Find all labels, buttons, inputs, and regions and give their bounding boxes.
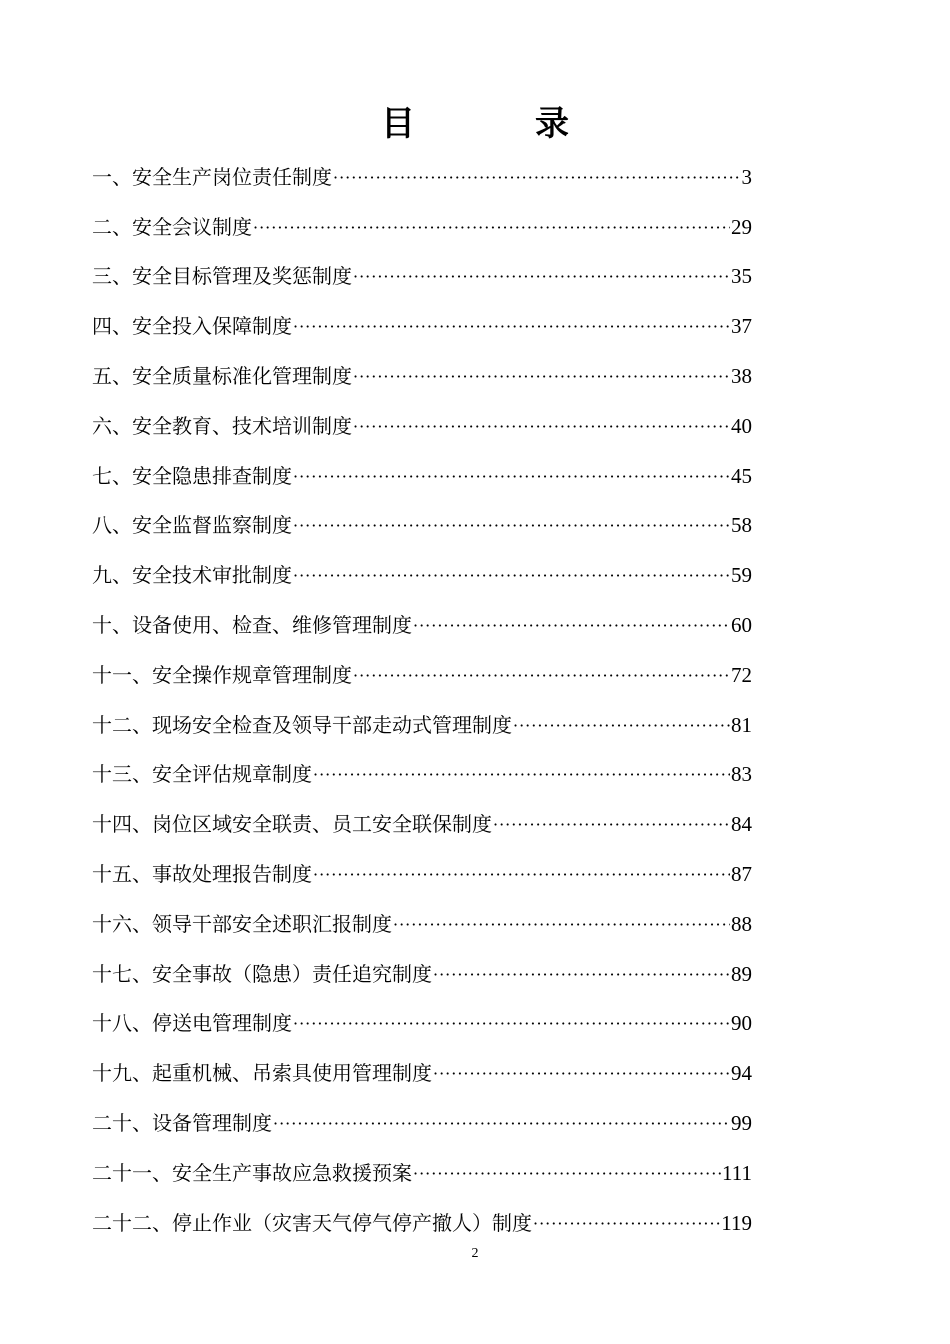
toc-entry[interactable] xyxy=(92,501,752,551)
toc-entry-label: 九、安全技术审批制度 xyxy=(92,563,292,588)
toc-entry[interactable] xyxy=(92,152,752,202)
toc-entry[interactable] xyxy=(92,1198,752,1248)
toc-entry[interactable] xyxy=(92,799,752,849)
toc-entry-page: 72 xyxy=(731,662,752,687)
toc-entry[interactable] xyxy=(92,650,752,700)
toc-entry-label: 十八、停送电管理制度 xyxy=(92,1011,292,1036)
toc-dot-leader xyxy=(353,257,730,297)
toc-dot-leader xyxy=(293,1004,730,1044)
toc-entry-page: 83 xyxy=(731,762,752,787)
toc-title xyxy=(0,100,950,148)
toc-entry[interactable] xyxy=(92,1098,752,1148)
toc-entry-label: 十一、安全操作规章管理制度 xyxy=(92,662,352,687)
toc-title-char-2: 录 xyxy=(535,104,569,144)
toc-entry-page: 87 xyxy=(731,862,752,887)
toc-entry-label: 二、安全会议制度 xyxy=(92,214,252,239)
toc-dot-leader xyxy=(293,307,730,347)
toc-entry-label: 十三、安全评估规章制度 xyxy=(92,762,312,787)
toc-dot-leader xyxy=(313,855,730,895)
toc-entry-page: 37 xyxy=(731,314,752,339)
toc-entry-page: 29 xyxy=(731,214,752,239)
toc-entry-page: 84 xyxy=(731,812,752,837)
toc-entry-label: 十二、现场安全检查及领导干部走动式管理制度 xyxy=(92,712,512,737)
toc-entry-label: 二十一、安全生产事故应急救援预案 xyxy=(92,1160,412,1185)
toc-entry[interactable] xyxy=(92,451,752,501)
page-number: 2 xyxy=(471,1246,479,1261)
toc-dot-leader xyxy=(293,457,730,497)
toc-entry-page: 60 xyxy=(731,613,752,638)
toc-entry[interactable] xyxy=(92,700,752,750)
toc-entry-page: 38 xyxy=(731,364,752,389)
toc-entry-label: 十六、领导干部安全述职汇报制度 xyxy=(92,911,392,936)
toc-entry-page: 111 xyxy=(722,1160,752,1185)
toc-entry-page: 94 xyxy=(731,1061,752,1086)
toc-dot-leader xyxy=(293,556,730,596)
toc-dot-leader xyxy=(333,158,741,198)
toc-entry-page: 35 xyxy=(731,264,752,289)
toc-entry-page: 90 xyxy=(731,1011,752,1036)
toc-dot-leader xyxy=(253,208,730,248)
toc-entry-label: 六、安全教育、技术培训制度 xyxy=(92,413,352,438)
toc-entry-label: 一、安全生产岗位责任制度 xyxy=(92,164,332,189)
toc-entry[interactable] xyxy=(92,600,752,650)
toc-entry[interactable] xyxy=(92,999,752,1049)
toc-entry-label: 二十二、停止作业（灾害天气停气停产撤人）制度 xyxy=(92,1210,532,1235)
toc-entry-page: 58 xyxy=(731,513,752,538)
toc-dot-leader xyxy=(313,755,730,795)
toc-entry-label: 二十、设备管理制度 xyxy=(92,1111,272,1136)
toc-entry-page: 81 xyxy=(731,712,752,737)
toc-entry[interactable] xyxy=(92,1048,752,1098)
toc-title-char-1: 目 xyxy=(381,104,415,144)
toc-entry-label: 十七、安全事故（隐患）责任追究制度 xyxy=(92,961,432,986)
toc-entry-page: 99 xyxy=(731,1111,752,1136)
toc-entry-label: 七、安全隐患排查制度 xyxy=(92,463,292,488)
toc-entry-label: 三、安全目标管理及奖惩制度 xyxy=(92,264,352,289)
toc-dot-leader xyxy=(513,706,730,746)
toc-entry[interactable] xyxy=(92,750,752,800)
toc-dot-leader xyxy=(353,656,730,696)
toc-entry-page: 3 xyxy=(741,164,752,189)
toc-dot-leader xyxy=(353,407,730,447)
toc-entry-label: 五、安全质量标准化管理制度 xyxy=(92,364,352,389)
toc-entry-page: 45 xyxy=(731,463,752,488)
toc-entry[interactable] xyxy=(92,301,752,351)
toc-entry-label: 十、设备使用、检查、维修管理制度 xyxy=(92,613,412,638)
toc-entry-label: 八、安全监督监察制度 xyxy=(92,513,292,538)
toc-entry[interactable] xyxy=(92,550,752,600)
toc-dot-leader xyxy=(273,1104,730,1144)
toc-entry-page: 88 xyxy=(731,911,752,936)
toc-entry-page: 59 xyxy=(731,563,752,588)
toc-entry-label: 十五、事故处理报告制度 xyxy=(92,862,312,887)
toc-entry[interactable] xyxy=(92,849,752,899)
toc-entry-page: 40 xyxy=(731,413,752,438)
toc-entry-label: 四、安全投入保障制度 xyxy=(92,314,292,339)
toc-entry[interactable] xyxy=(92,252,752,302)
toc-entry[interactable] xyxy=(92,202,752,252)
toc-entry[interactable] xyxy=(92,401,752,451)
toc-dot-leader xyxy=(533,1204,720,1244)
toc-dot-leader xyxy=(433,1054,730,1094)
toc-entry-page: 119 xyxy=(721,1210,752,1235)
table-of-contents xyxy=(92,152,752,1248)
toc-entry-label: 十九、起重机械、吊索具使用管理制度 xyxy=(92,1061,432,1086)
toc-dot-leader xyxy=(393,905,730,945)
toc-entry-page: 89 xyxy=(731,961,752,986)
toc-dot-leader xyxy=(293,506,730,546)
toc-entry[interactable] xyxy=(92,351,752,401)
toc-entry[interactable] xyxy=(92,949,752,999)
toc-entry-label: 十四、岗位区域安全联责、员工安全联保制度 xyxy=(92,812,492,837)
toc-dot-leader xyxy=(413,1154,721,1194)
toc-entry[interactable] xyxy=(92,1148,752,1198)
toc-entry[interactable] xyxy=(92,899,752,949)
toc-dot-leader xyxy=(353,357,730,397)
toc-dot-leader xyxy=(433,955,730,995)
toc-dot-leader xyxy=(493,805,730,845)
toc-dot-leader xyxy=(413,606,730,646)
